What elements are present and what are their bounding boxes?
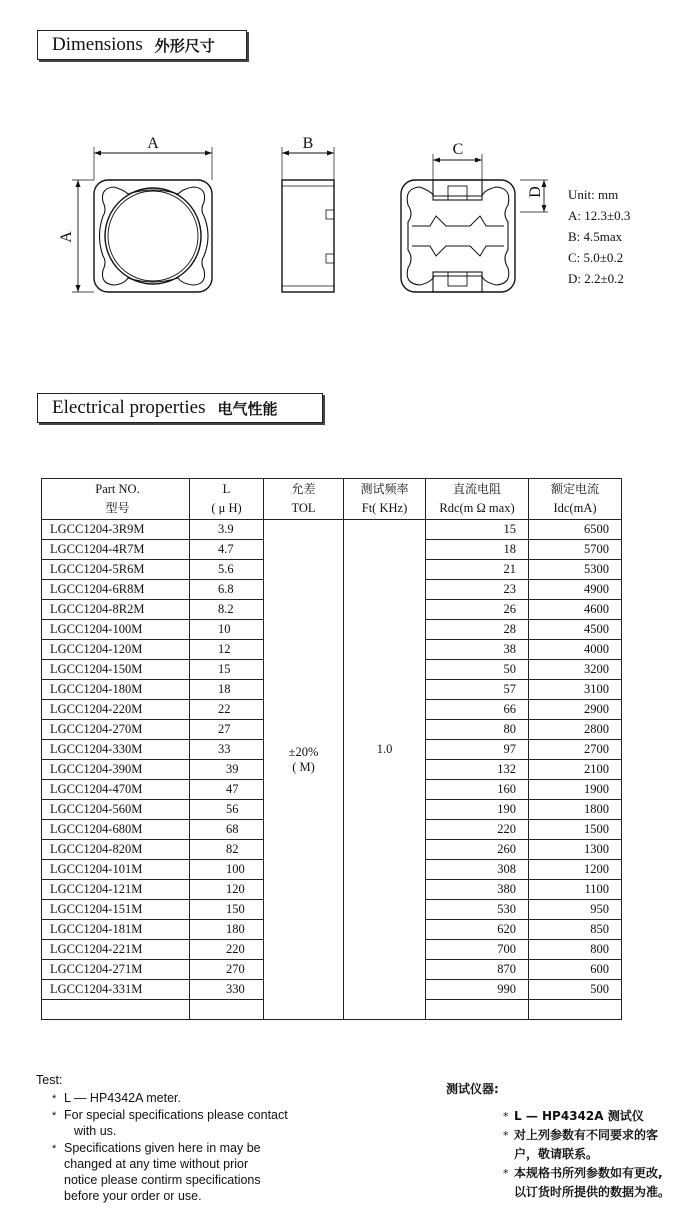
idc-cell: 5700: [529, 540, 622, 560]
notes-zh-list: [446, 1107, 696, 1202]
dim-a-value: A: 12.3±0.3: [568, 208, 631, 223]
notes-en-line: changed at any time without prior: [64, 1157, 249, 1171]
header-part: [42, 479, 190, 520]
electrical-section-title: [37, 393, 323, 423]
dim-d-value: D: 2.2±0.2: [568, 271, 624, 286]
dim-b-value: B: 4.5max: [568, 229, 623, 244]
label-d: D: [527, 186, 544, 198]
inductance-cell: 68: [190, 820, 264, 840]
side-view-drawing: [282, 135, 334, 292]
part-number-cell: LGCC1204-151M: [42, 900, 190, 920]
inductance-cell: 330: [190, 980, 264, 1000]
notes-zh-line: * 本规格书所列参数如有更改,: [514, 1166, 663, 1180]
part-number-cell: LGCC1204-470M: [42, 780, 190, 800]
table-header-row: [42, 479, 622, 520]
idc-cell: 600: [529, 960, 622, 980]
header-ft-en: Ft( KHz): [361, 501, 408, 515]
idc-cell: 800: [529, 940, 622, 960]
empty-cell: [426, 1000, 529, 1020]
notes-en-head: Test:: [36, 1073, 63, 1087]
inductance-cell: 4.7: [190, 540, 264, 560]
electrical-properties-table: [41, 478, 622, 1020]
inductance-cell: 150: [190, 900, 264, 920]
rdc-cell: 80: [426, 720, 529, 740]
idc-cell: 500: [529, 980, 622, 1000]
electrical-title-zh: 电气性能: [217, 399, 278, 418]
idc-cell: 1200: [529, 860, 622, 880]
notes-en-line: * Specifications given here in may be: [64, 1141, 261, 1155]
rdc-cell: 28: [426, 620, 529, 640]
idc-cell: 1300: [529, 840, 622, 860]
notes-en-item: [64, 1107, 356, 1139]
notes-zh-item: [514, 1164, 696, 1202]
part-number-cell: LGCC1204-5R6M: [42, 560, 190, 580]
header-rdc-zh: 直流电阻: [452, 482, 501, 496]
notes-zh-line: 以订货时所提供的数据为准。: [514, 1185, 671, 1199]
tolerance-value: ±20%: [288, 744, 319, 759]
rdc-cell: 97: [426, 740, 529, 760]
notes-zh-line: 户，敬请联系。: [514, 1147, 599, 1161]
header-l-unit: ( μ H): [211, 501, 242, 515]
notes-en-line: * L — HP4342A meter.: [64, 1091, 181, 1105]
rdc-cell: 260: [426, 840, 529, 860]
inductance-cell: 47: [190, 780, 264, 800]
rdc-cell: 15: [426, 520, 529, 540]
header-idc-en: Idc(mA): [553, 501, 597, 515]
notes-en-line: * For special specifications please contact: [64, 1108, 288, 1122]
part-number-cell: LGCC1204-270M: [42, 720, 190, 740]
idc-cell: 4000: [529, 640, 622, 660]
part-number-cell: LGCC1204-121M: [42, 880, 190, 900]
dimensions-title-zh: 外形尺寸: [154, 36, 215, 55]
inductance-cell: 8.2: [190, 600, 264, 620]
part-number-cell: LGCC1204-820M: [42, 840, 190, 860]
part-number-cell: LGCC1204-150M: [42, 660, 190, 680]
idc-cell: 4900: [529, 580, 622, 600]
rdc-cell: 18: [426, 540, 529, 560]
inductance-cell: 10: [190, 620, 264, 640]
test-frequency-cell: 1.0: [344, 520, 426, 1020]
part-number-cell: LGCC1204-101M: [42, 860, 190, 880]
label-c: C: [452, 141, 464, 158]
test-notes-zh: [446, 1080, 696, 1202]
header-tol: [264, 479, 344, 520]
header-idc: [529, 479, 622, 520]
idc-cell: 2900: [529, 700, 622, 720]
empty-cell: [190, 1000, 264, 1020]
inductance-cell: 12: [190, 640, 264, 660]
inductance-cell: 39: [190, 760, 264, 780]
header-rdc: [426, 479, 529, 520]
inductance-cell: 27: [190, 720, 264, 740]
rdc-cell: 620: [426, 920, 529, 940]
rdc-cell: 190: [426, 800, 529, 820]
rdc-cell: 132: [426, 760, 529, 780]
dimensions-section-title: [37, 30, 247, 60]
header-l-name: L: [222, 482, 231, 496]
label-b: B: [302, 135, 314, 152]
rdc-cell: 870: [426, 960, 529, 980]
notes-zh-line: * L — HP4342A 测试仪: [514, 1109, 644, 1123]
top-view-drawing: [58, 135, 212, 292]
label-a-side: A: [58, 231, 75, 243]
inductance-cell: 33: [190, 740, 264, 760]
bottom-view-drawing: [401, 141, 548, 292]
rdc-cell: 50: [426, 660, 529, 680]
inductance-cell: 82: [190, 840, 264, 860]
part-number-cell: LGCC1204-6R8M: [42, 580, 190, 600]
notes-en-line: notice please contirm specifications: [64, 1173, 261, 1187]
header-tol-en: TOL: [291, 501, 316, 515]
notes-en-item: [64, 1140, 356, 1204]
idc-cell: 3100: [529, 680, 622, 700]
dimensions-title-en: Dimensions: [52, 34, 143, 55]
dim-c-value: C: 5.0±0.2: [568, 250, 624, 265]
notes-en-list: [36, 1090, 356, 1204]
inductance-cell: 18: [190, 680, 264, 700]
electrical-title-en: Electrical properties: [52, 397, 206, 418]
rdc-cell: 26: [426, 600, 529, 620]
header-ft: [344, 479, 426, 520]
rdc-cell: 700: [426, 940, 529, 960]
inductance-cell: 6.8: [190, 580, 264, 600]
notes-zh-head: 测试仪器:: [446, 1082, 499, 1096]
part-number-cell: LGCC1204-271M: [42, 960, 190, 980]
rdc-cell: 38: [426, 640, 529, 660]
rdc-cell: 308: [426, 860, 529, 880]
notes-zh-item: [514, 1126, 696, 1164]
header-part-en: Part NO.: [95, 482, 140, 496]
inductance-cell: 270: [190, 960, 264, 980]
rdc-cell: 530: [426, 900, 529, 920]
idc-cell: 1100: [529, 880, 622, 900]
header-idc-zh: 额定电流: [550, 482, 599, 496]
idc-cell: 1500: [529, 820, 622, 840]
idc-cell: 4600: [529, 600, 622, 620]
rdc-cell: 66: [426, 700, 529, 720]
idc-cell: 1900: [529, 780, 622, 800]
inductance-cell: 15: [190, 660, 264, 680]
part-number-cell: LGCC1204-221M: [42, 940, 190, 960]
rdc-cell: 220: [426, 820, 529, 840]
rdc-cell: 380: [426, 880, 529, 900]
header-l: [190, 479, 264, 520]
unit-label: Unit: mm: [568, 187, 619, 202]
notes-zh-line: * 对上列参数有不同要求的客: [514, 1128, 659, 1142]
inductance-cell: 3.9: [190, 520, 264, 540]
tolerance-code: ( M): [292, 759, 315, 774]
table-body: [42, 520, 622, 1020]
test-notes-en: [36, 1073, 356, 1205]
part-number-cell: LGCC1204-120M: [42, 640, 190, 660]
notes-en-line: before your order or use.: [64, 1189, 202, 1203]
inductance-cell: 120: [190, 880, 264, 900]
rdc-cell: 160: [426, 780, 529, 800]
inductance-cell: 100: [190, 860, 264, 880]
inductance-cell: 220: [190, 940, 264, 960]
inductance-cell: 56: [190, 800, 264, 820]
idc-cell: 950: [529, 900, 622, 920]
part-number-cell: LGCC1204-390M: [42, 760, 190, 780]
idc-cell: 2700: [529, 740, 622, 760]
part-number-cell: LGCC1204-560M: [42, 800, 190, 820]
notes-en-line: with us.: [74, 1124, 117, 1138]
idc-cell: 6500: [529, 520, 622, 540]
idc-cell: 3200: [529, 660, 622, 680]
label-a-top: A: [147, 135, 159, 152]
empty-cell: [529, 1000, 622, 1020]
rdc-cell: 21: [426, 560, 529, 580]
idc-cell: 4500: [529, 620, 622, 640]
part-number-cell: LGCC1204-4R7M: [42, 540, 190, 560]
part-number-cell: LGCC1204-220M: [42, 700, 190, 720]
part-number-cell: LGCC1204-181M: [42, 920, 190, 940]
table-row: [42, 520, 622, 540]
inductance-cell: 5.6: [190, 560, 264, 580]
part-number-cell: LGCC1204-8R2M: [42, 600, 190, 620]
part-number-cell: LGCC1204-100M: [42, 620, 190, 640]
empty-cell: [42, 1000, 190, 1020]
idc-cell: 2800: [529, 720, 622, 740]
header-part-zh: 型号: [105, 501, 130, 515]
header-ft-zh: 测试频率: [360, 482, 409, 496]
dimension-values: [568, 184, 630, 289]
part-number-cell: LGCC1204-330M: [42, 740, 190, 760]
notes-zh-item: [514, 1107, 696, 1126]
tolerance-cell: [264, 520, 344, 1020]
notes-en-item: [64, 1090, 356, 1106]
header-tol-zh: 允差: [291, 482, 316, 496]
rdc-cell: 23: [426, 580, 529, 600]
idc-cell: 2100: [529, 760, 622, 780]
rdc-cell: 990: [426, 980, 529, 1000]
part-number-cell: LGCC1204-180M: [42, 680, 190, 700]
idc-cell: 850: [529, 920, 622, 940]
part-number-cell: LGCC1204-3R9M: [42, 520, 190, 540]
idc-cell: 5300: [529, 560, 622, 580]
inductance-cell: 22: [190, 700, 264, 720]
header-rdc-en: Rdc(m Ω max): [439, 501, 515, 515]
inductance-cell: 180: [190, 920, 264, 940]
part-number-cell: LGCC1204-680M: [42, 820, 190, 840]
idc-cell: 1800: [529, 800, 622, 820]
part-number-cell: LGCC1204-331M: [42, 980, 190, 1000]
rdc-cell: 57: [426, 680, 529, 700]
